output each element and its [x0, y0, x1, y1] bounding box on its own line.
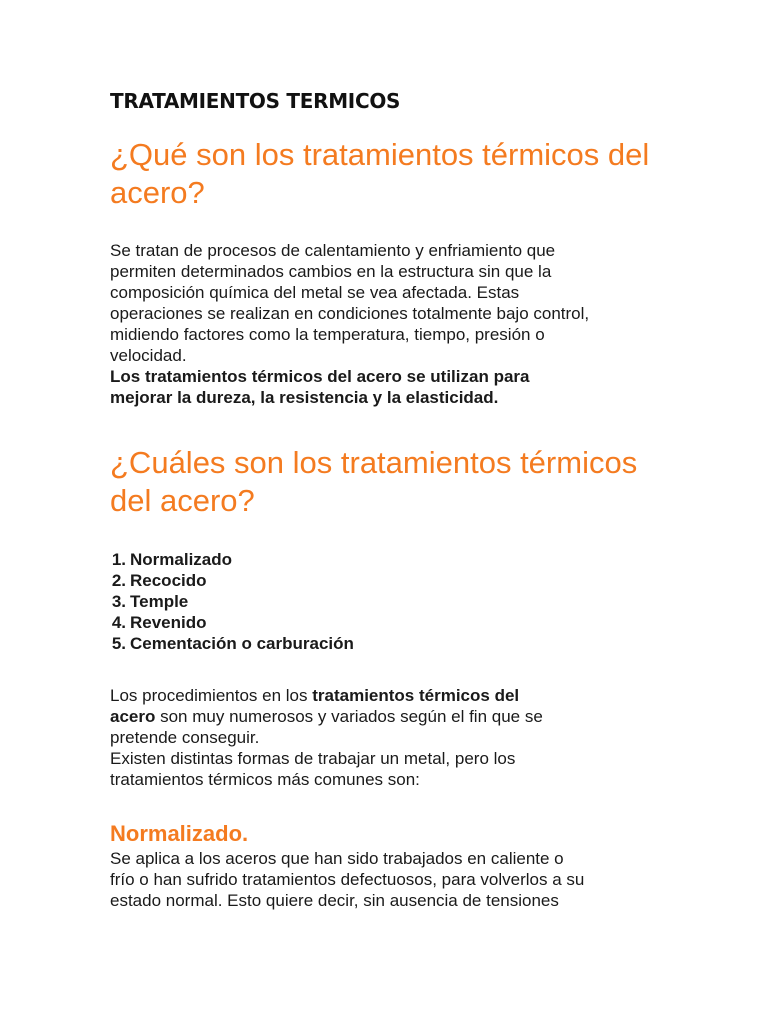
- text-line: [110, 685, 670, 706]
- list-item: [110, 633, 354, 654]
- intro-paragraph: [110, 240, 670, 408]
- text-line: midiendo factores como la temperatura, tiempo, presión o: [110, 325, 545, 344]
- list-number: 4.: [111, 613, 126, 632]
- list-item: [110, 591, 354, 612]
- text-line: pretende conseguir.: [110, 728, 260, 747]
- text-line: tratamientos térmicos más comunes son:: [110, 770, 420, 789]
- bold-text-run: acero: [110, 707, 156, 726]
- heading-which-are-heat-treatments: ¿Cuáles son los tratamientos térmicos del acero?: [110, 445, 638, 518]
- text-line: Se tratan de procesos de calentamiento y enfriamiento que: [110, 241, 556, 260]
- text-line: Existen distintas formas de trabajar un metal, pero los: [110, 749, 516, 768]
- list-item-label: Temple: [130, 592, 189, 611]
- text-line: permiten determinados cambios en la estructura sin que la: [110, 262, 552, 281]
- text-run: Los procedimientos en los: [110, 686, 313, 705]
- list-number: 5.: [111, 634, 126, 653]
- text-line: operaciones se realizan en condiciones totalmente bajo control,: [110, 304, 590, 323]
- procedures-paragraph: [110, 685, 670, 790]
- text-line: frío o han sufrido tratamientos defectuosos, para volverlos a su: [110, 870, 585, 889]
- document-title: TRATAMIENTOS TERMICOS: [110, 89, 401, 113]
- list-item-label: Cementación o carburación: [130, 634, 354, 653]
- list-item-label: Normalizado: [130, 550, 233, 569]
- text-line: composición química del metal se vea afectada. Estas: [110, 283, 520, 302]
- list-item-label: Revenido: [130, 613, 207, 632]
- bold-text-line: mejorar la dureza, la resistencia y la elasticidad.: [110, 388, 499, 407]
- bold-text-line: Los tratamientos térmicos del acero se utilizan para: [110, 367, 530, 386]
- subheading-normalizado: Normalizado.: [110, 821, 249, 846]
- list-item: [110, 549, 354, 570]
- list-number: 3.: [111, 592, 126, 611]
- list-number: 2.: [111, 571, 126, 590]
- bold-text-run: tratamientos térmicos del: [312, 686, 520, 705]
- list-item: [110, 612, 354, 633]
- text-line: [110, 706, 670, 727]
- list-number: 1.: [111, 550, 126, 569]
- heading-what-are-heat-treatments: ¿Qué son los tratamientos térmicos del acero?: [110, 137, 650, 210]
- list-item: [110, 570, 354, 591]
- text-line: velocidad.: [110, 346, 187, 365]
- normalizado-paragraph: [110, 848, 670, 911]
- text-line: Se aplica a los aceros que han sido trabajados en caliente o: [110, 849, 564, 868]
- list-item-label: Recocido: [130, 571, 207, 590]
- text-run: son muy numerosos y variados según el fin que se: [155, 707, 543, 726]
- text-line: estado normal. Esto quiere decir, sin ausencia de tensiones: [110, 891, 559, 910]
- treatments-list: [110, 549, 354, 654]
